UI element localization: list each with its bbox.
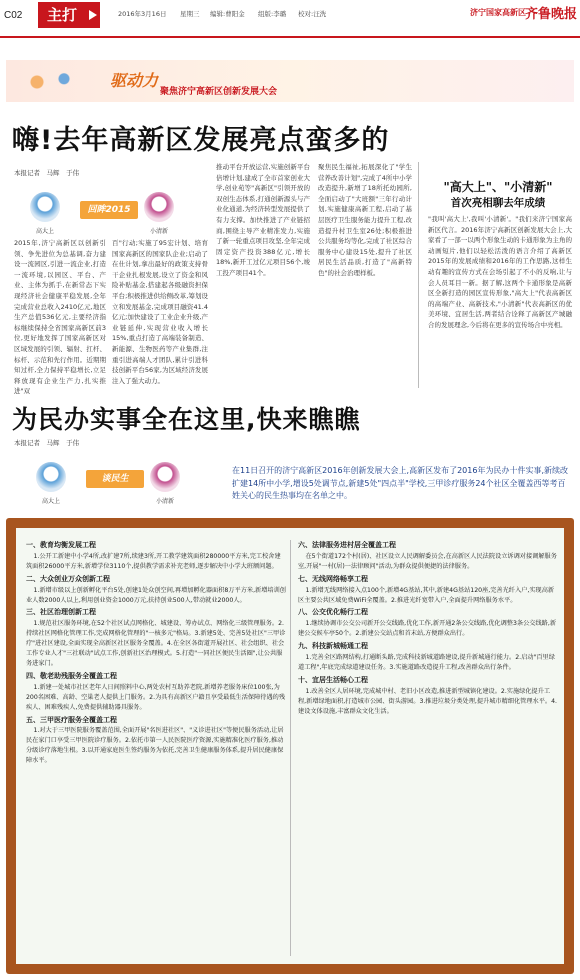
banner-graphic-icon [10,66,100,98]
board-item-title: 四、敬老助残服务全覆盖工程 [26,671,117,680]
board-item-text: 1.改善全区人居环境,完成城中村、老旧小区改造,推进新型城镇化建设。2.实施绿化提升工程,新增绿地面积,打造城市公园、街头游园。3.推进垃圾分类处理,提升城市精细化管理水平。4.建设文体设施,丰富群众文化生活。 [298,687,558,715]
column-divider [418,162,419,388]
robot-icon [150,462,180,492]
article1-column: 2015年,济宁高新区以创新引领、争先进位为总基调,奋力建设一流园区,引进一流企业,打造一流环境,以园区、平台、产业、主体为抓手,在新常态下实现经济社会健康平稳发展,全年完成营业总收入2410亿元,地区生产总值536亿元,主要经济指标继续保持全省国家高新区前3位,更好地发挥了国家高新区对区域发展的引领、辐射、扛杆、标杆、示范和先行作用。近期期知过杆,全力保持平稳增长,立足释放现有企业生产力,扎实推进"双 [14,239,106,396]
board-item-text: 1.新增市级以上创新孵化平台5处,创建1处众创空间,再增加孵化器面积8万平方米,新增培训创业人数2000人以上,利用创业资金1000万元,扶持创业500人,带动就业2000人。 [26,586,286,604]
robot-icon [36,462,66,492]
header-weekday: 星期三 [180,10,200,18]
header-design: 组版:李璐 [258,10,287,18]
board-item-text: 1.继续协调市公交公司新开公交线路,优化工作,新开通2条公交线路,优化调整3条公交线路,新建公交候车亭50个。2.新建公交站点和首末站,方便群众出行。 [298,620,557,638]
banner-title: 驱动力 [110,71,159,90]
robot-label: 小清新 [156,498,175,505]
header-proof: 校对:汪洗 [298,10,327,18]
arrow-icon [86,2,100,28]
board-item-title: 一、教育均衡发展工程 [26,541,96,549]
article1-headline: 嗨!去年高新区发展亮点蛮多的 [12,125,390,156]
article1-byline: 本报记者 马辉 于伟 [14,169,79,177]
board-item-title: 三、社区治理创新工程 [26,608,96,617]
header-date: 2016年3月16日 [118,10,167,18]
board-item-text: 在5个街道172个村(居)、社区设立人民调解委员会,在高新区人民法院设立诉调对接调解服务室,开展"一村(居)一法律顾问"活动,为群众提供便捷的法律服务。 [298,552,557,570]
robot-label: 高大上 [36,228,55,235]
board-item-text: 1.对大于三甲医院服务覆盖范围,全面开展"名医进社区"、"义诊进社区"等便民服务活动,让居民在家门口享受三甲医院诊疗服务。2.依托市第一人民医院医疗资源,实施精准化医疗服务,推动分级诊疗落地生根。3.以开通家庭医生签约服务为依托,完善卫生健康服务体系,提升居民健康保障水平。 [26,727,284,765]
header-region: 济宁国家高新区 [470,8,526,17]
article1-column: 百"行动;实施了95宏计划、培育国家高新区的国家队企业;启动了在仕计划,拿出最好的政策支持骨干企业扎根发展,设立了资金和风险补贴基金,搭建起各级融资担保平台;积极推进供给侧改革,筹划设立和发展基金,完成项目融资41.4亿元;加快建设了工业企业升级,产业链延伸,实现营业收入增长15%,重点打造了高端装备制造、新能源、生物医药等产业集群,注重引进高端人才团队,累计引进科技创新平台56家,为区域经济发展注入了强大动力。 [112,239,208,385]
robot-icon [144,192,174,222]
article1-column: 聚焦民生福祉,拓展深化了"学生营养改善计划",完成了4所中小学改造提升,新增了18所托幼园所,全面启动了"大班额"三年行动计划,实施健康高新工程,启动了基层医疗卫生服务能力提升工程,改造提升村卫生室26处;积极推进公共服务均等化,完成了社区综合服务中心建设15处,提升了社区居民生活品质,打造了"高新特色"的社会治理样板。 [318,163,412,277]
board-divider [290,540,291,956]
board-right-column [298,538,558,958]
board-item-title: 十、宜居生活畅心工程 [298,675,368,684]
page-number: C02 [4,10,23,21]
article2-intro: 在11日召开的济宁高新区2016年创新发展大会上,高新区发布了2016年为民办十件实事,新续改扩建14所中小学,增设5处调节点,新建5处"四点半"学校,三甲诊疗服务24个社区全覆盖西等考百姓关心的民生热事均在名单之中。 [232,466,568,500]
sidebar-text: "我叫'高大上',我叫'小清新'。"我们来济宁国家高新区代言。2016年济宁高新区创新发展大会上,大家看了一部一以两个形象生动的卡通形象为主角的动画短片,他们以轻松活泼的语言介绍了高新区2015年的发展成绩和2016年的工作思路,这样生动有趣的宣传方式在会场引起了不小的反响,让与会人员耳目一新。据了解,这两个卡通形象是高新区全新打造的园区宣传形象,"高大上"代表高新区的高端产业、高新技术,"小清新"代表高新区的优美环境、宜居生活,两者结合诠释了高新区产城融合的发展理念,今后将在更多的宣传场合中亮相。 [428,215,572,329]
robot-label: 高大上 [42,498,61,505]
board-item-text: 1.规范社区服务环境,在52个社区试点网格化、城建设、筹办试点、网络化三级管理服务。2.持续社区网格化管理工作,完成网格化管理的"一核多元"格局。3.新建5处、完善5处社区"三甲诊疗"进社区建设,全面实现全高新区社区服务全覆盖。4.在全区各街道开展社区、社会组织、社会工作专业人才"三社联动"试点工作,创新社区治理模式。5.打造"一同社区便民生活圈",让公共服务进家门。 [26,620,286,667]
board-item-title: 九、科技新城畅通工程 [298,642,368,651]
article2-byline: 本报记者 马辉 于伟 [14,439,79,447]
board-left-column [26,538,286,958]
board-item-title: 八、公交优化畅行工程 [298,608,368,617]
header-editor: 编辑:曹阳金 [210,10,245,18]
robot-label: 小清新 [150,228,169,235]
board-item-title: 五、三甲医疗服务全覆盖工程 [26,715,117,724]
article1-column: 推动平台开放运营,实施创新平台倍增计划,建成了全市首家创业大学,创业苑等"高新区"引领开放的双创生态体系,打通创新源头与产业化通道,为经济转型发展提供了有力支撑。加快推进了产业链招商,围绕主导产业精准发力,实施了新一轮重点项目攻坚,全年完成固定资产投资388亿元,增长18%,新开工过亿元项目56个,竣工投产项目41个。 [216,163,310,277]
article2-headline: 为民办实事全在这里,快来瞧瞧 [12,405,361,434]
board-item-title: 二、大众创业万众创新工程 [26,574,110,583]
newspaper-logo: 齐鲁晚报 [525,7,578,22]
sidebar-headline: "高大上"、"小清新" [443,180,553,194]
banner-subtitle: 聚焦济宁高新区创新发展大会 [160,87,278,97]
article2-badge: 谈民生 [86,470,144,488]
board-item-title: 六、法律服务进村居全覆盖工程 [298,541,396,549]
board-item-text: 1.新增无线网络接入点100个,新增4G基站,其中,新建4G基站120座,完善光纤入户,实现高新区主要公共区域免费WiFi全覆盖。2.推进光纤宽带入户,全面提升网络服务水平。 [298,586,555,604]
board-item-text: 1.完善全区路网结构,打通断头路,完成科技新城道路建设,提升新城通行能力。2.启动"百里绿道工程",年底完成绿道建设任务。3.实施道路改造提升工程,改善群众出行条件。 [298,654,555,671]
board-item-text: 1.公开工新建中小学4所,改扩建7所,续建3所,开工教学建筑面积280000平方米,完工校舍建筑面积26000平方米,新增学位3110个,提供教学需求补充老师,逐步解决中小学大班额问题。 [26,552,281,570]
article1-badge: 回眸2015 [80,201,138,219]
robot-icon [30,192,60,222]
sidebar-subheadline: 首次亮相聊去年成绩 [450,197,546,209]
board-item-text: 1.新建一处城市社区老年人日间照料中心,两处农村互助养老院,新增养老服务床位100张,为200名困难、高龄、空巢老人提供上门服务。2.为具有高新区户籍且享受最低生活保障待遇的残疾人、困难残疾人,免费提供辅助器具服务。 [26,683,286,711]
section-label: 主打 [38,2,86,28]
board-item-title: 七、无线网络畅享工程 [298,574,368,583]
